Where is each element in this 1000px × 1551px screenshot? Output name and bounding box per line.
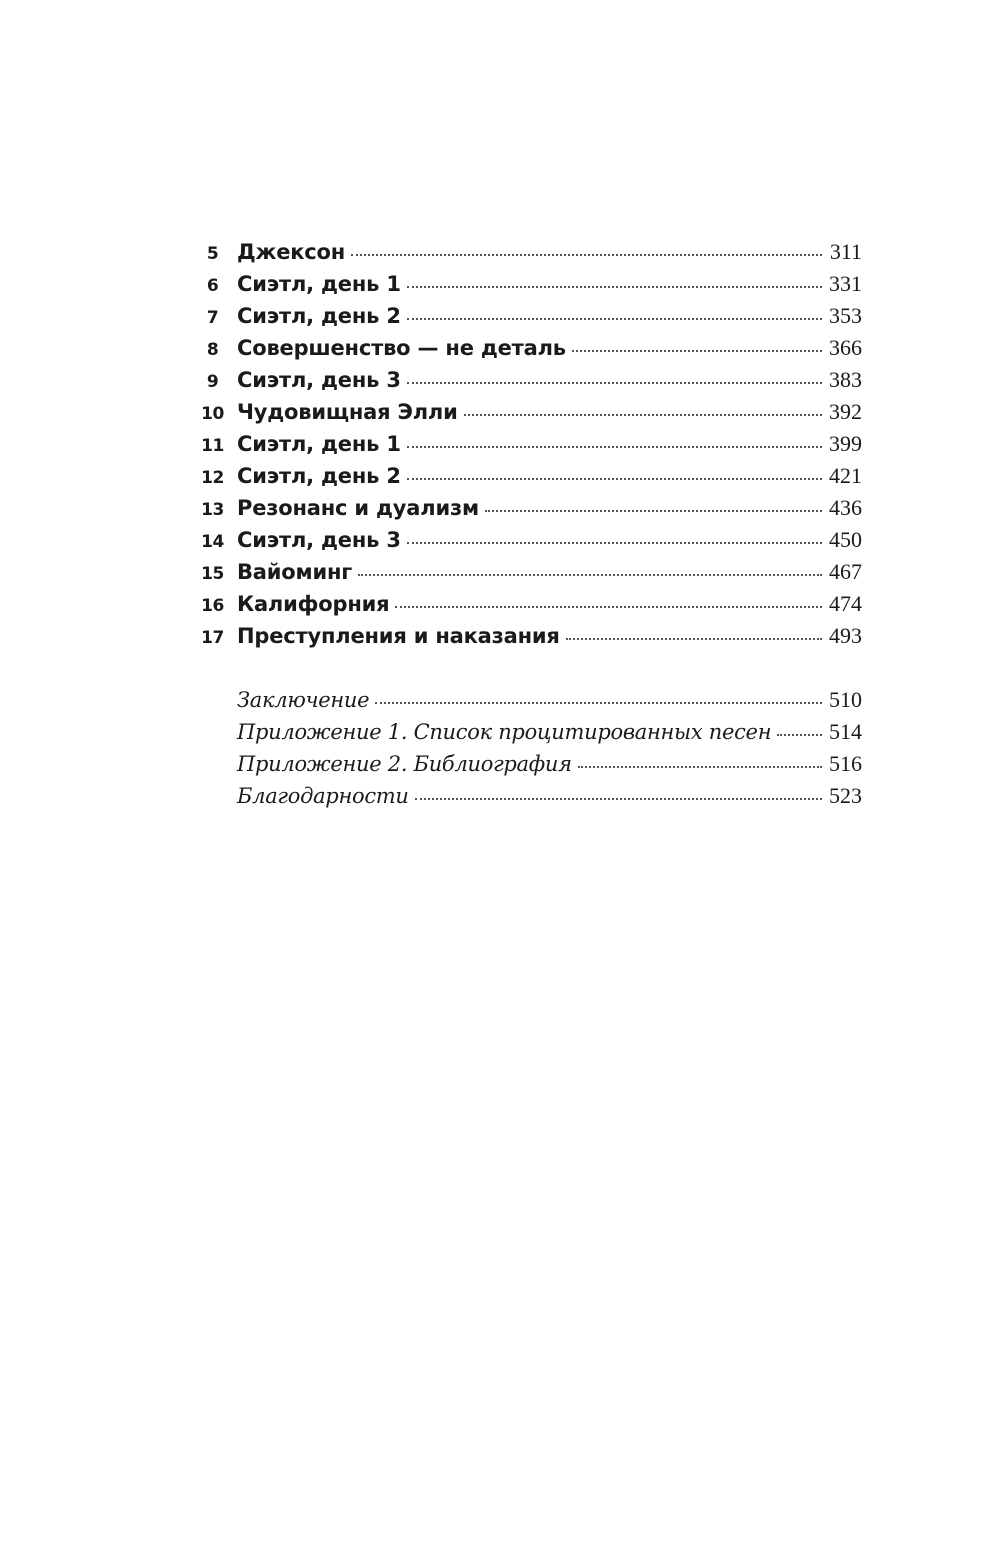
back-matter-title: Приложение 1. Список процитированных песен	[237, 720, 772, 744]
toc-back-matter-row	[188, 684, 862, 716]
toc-chapter-row	[188, 556, 862, 588]
dot-leader	[407, 478, 822, 480]
toc-chapter-row	[188, 396, 862, 428]
page-number: 311	[829, 239, 862, 264]
chapter-number: 8	[206, 340, 219, 360]
dot-leader	[395, 606, 822, 608]
page-number: 366	[829, 335, 862, 360]
chapter-number: 15	[201, 564, 224, 584]
chapter-number: 11	[201, 436, 224, 456]
toc-chapter-row	[188, 588, 862, 620]
page-number: 474	[829, 591, 862, 616]
page-number: 399	[829, 431, 862, 456]
back-matter-title: Заключение	[237, 688, 370, 712]
page-number: 450	[829, 527, 862, 552]
toc-back-matter-row	[188, 780, 862, 812]
chapter-title: Джексон	[237, 240, 346, 264]
back-matter-title: Приложение 2. Библиография	[237, 752, 572, 776]
dot-leader	[407, 286, 822, 288]
toc-chapter-row	[188, 236, 862, 268]
toc-chapter-row	[188, 524, 862, 556]
dot-leader	[358, 574, 822, 576]
page-number: 514	[829, 719, 862, 744]
chapter-number: 10	[201, 404, 224, 424]
chapter-title: Резонанс и дуализм	[237, 496, 479, 520]
chapter-title: Сиэтл, день 2	[237, 464, 401, 488]
chapter-title: Чудовищная Элли	[237, 400, 458, 424]
dot-leader	[777, 734, 822, 736]
page-number: 516	[829, 751, 862, 776]
page-number: 493	[829, 623, 862, 648]
back-matter-title: Благодарности	[237, 784, 409, 808]
chapter-number: 13	[201, 500, 224, 520]
chapter-title: Преступления и наказания	[237, 624, 560, 648]
dot-leader	[578, 766, 822, 768]
dot-leader	[572, 350, 822, 352]
chapter-title: Вайоминг	[237, 560, 353, 584]
section-gap	[188, 652, 862, 684]
page-number: 523	[829, 783, 862, 808]
chapter-title: Совершенство — не деталь	[237, 336, 566, 360]
dot-leader	[415, 798, 822, 800]
chapter-title: Сиэтл, день 3	[237, 528, 401, 552]
dot-leader	[485, 510, 822, 512]
chapter-title: Сиэтл, день 2	[237, 304, 401, 328]
dot-leader	[351, 254, 822, 256]
chapter-number: 5	[206, 244, 219, 264]
dot-leader	[407, 382, 822, 384]
toc-chapter-row	[188, 300, 862, 332]
page-number: 331	[829, 271, 862, 296]
dot-leader	[566, 638, 822, 640]
chapter-number: 14	[201, 532, 224, 552]
toc-back-matter-row	[188, 748, 862, 780]
chapter-number: 6	[206, 276, 219, 296]
page-number: 436	[829, 495, 862, 520]
dot-leader	[407, 446, 822, 448]
dot-leader	[464, 414, 822, 416]
page-number: 383	[829, 367, 862, 392]
toc-chapter-row	[188, 428, 862, 460]
chapter-number: 7	[206, 308, 219, 328]
chapter-title: Сиэтл, день 1	[237, 432, 401, 456]
toc-back-matter-row	[188, 716, 862, 748]
dot-leader	[375, 702, 822, 704]
page-number: 467	[829, 559, 862, 584]
dot-leader	[407, 542, 822, 544]
chapter-number: 12	[201, 468, 224, 488]
chapter-number: 16	[201, 596, 224, 616]
page-number: 353	[829, 303, 862, 328]
toc-chapter-row	[188, 620, 862, 652]
chapter-title: Сиэтл, день 3	[237, 368, 401, 392]
chapter-number: 9	[206, 372, 219, 392]
toc-chapter-row	[188, 332, 862, 364]
toc-chapter-row	[188, 460, 862, 492]
table-of-contents	[188, 236, 862, 812]
chapter-title: Калифорния	[237, 592, 390, 616]
chapter-title: Сиэтл, день 1	[237, 272, 401, 296]
toc-chapter-row	[188, 492, 862, 524]
dot-leader	[407, 318, 822, 320]
page-number: 421	[829, 463, 862, 488]
page-number: 510	[829, 687, 862, 712]
toc-chapter-row	[188, 364, 862, 396]
toc-chapter-row	[188, 268, 862, 300]
chapter-number: 17	[201, 628, 224, 648]
page-number: 392	[829, 399, 862, 424]
